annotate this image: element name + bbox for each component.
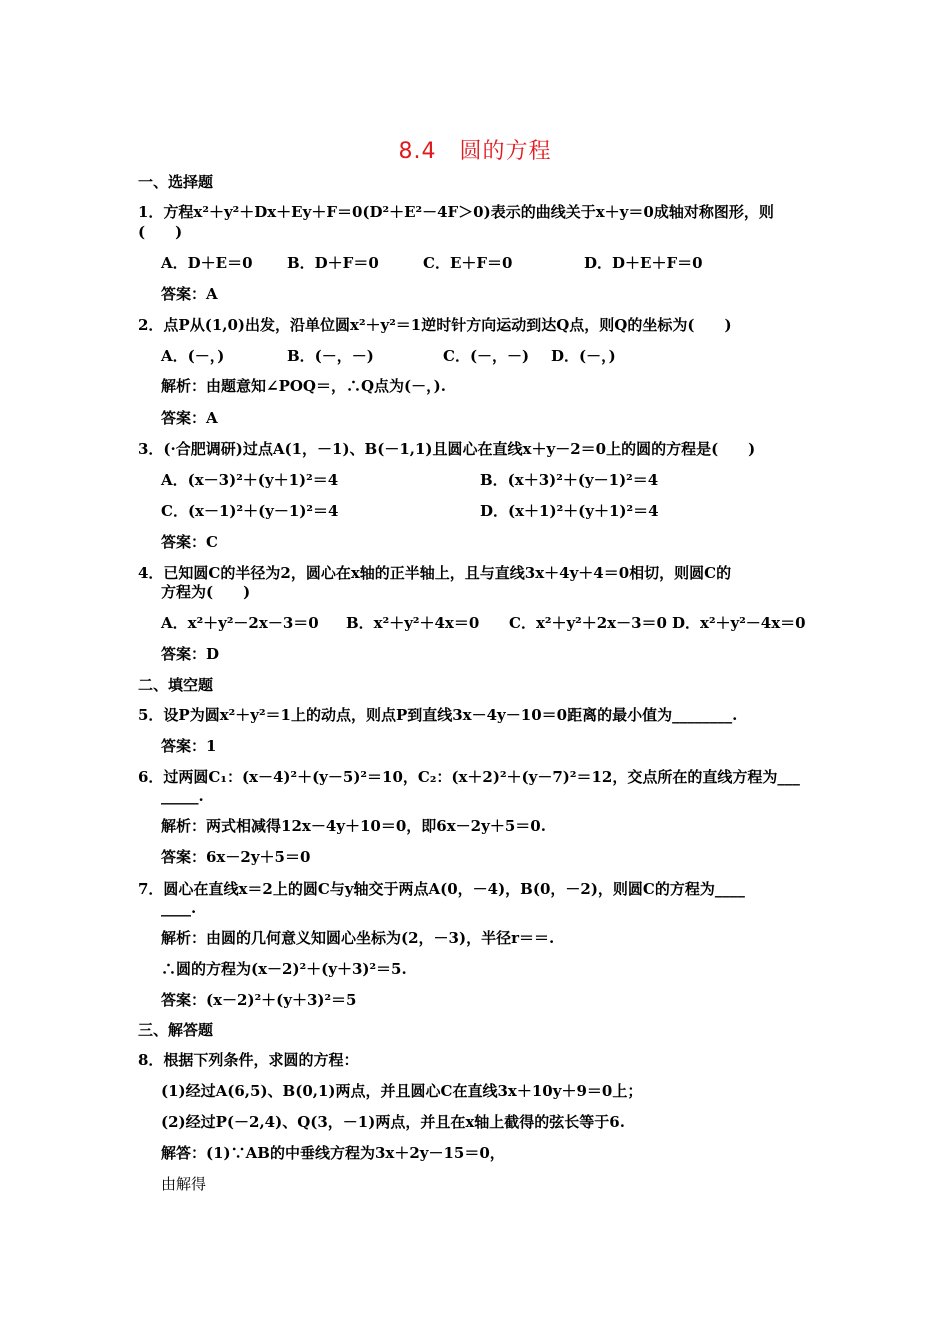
- question-8-stem: 8．根据下列条件，求圆的方程：: [138, 1051, 359, 1069]
- question-2-option-d: D．(－，): [551, 347, 616, 365]
- question-6-stem: 6．过两圆C₁：(x－4)²＋(y－5)²＝10，C₂：(x＋2)²＋(y－7)²＝12，交点所在的直线方程为___: [138, 768, 800, 786]
- question-7-analysis-cont: ∴圆的方程为(x－2)²＋(y＋3)²＝5.: [161, 960, 407, 978]
- section-heading-fill: 二、填空题: [138, 676, 214, 694]
- section-heading-choice: 一、选择题: [138, 173, 214, 191]
- question-3-option-b: B．(x＋3)²＋(y－1)²＝4: [480, 471, 659, 489]
- question-2-option-c: C．(－，－): [443, 347, 530, 365]
- question-1-stem: 1．方程x²＋y²＋Dx＋Ey＋F＝0(D²＋E²－4F＞0)表示的曲线关于x＋y＝0成轴对称图形，则: [138, 203, 774, 221]
- question-7-answer: 答案：(x－2)²＋(y＋3)²＝5: [161, 991, 357, 1009]
- section-heading-solve: 三、解答题: [138, 1021, 214, 1039]
- question-5-answer: 答案：1: [161, 737, 217, 755]
- question-4-answer: 答案：D: [161, 645, 220, 663]
- question-8-part-2: (2)经过P(－2,4)、Q(3，－1)两点，并且在x轴上截得的弦长等于6.: [161, 1113, 625, 1131]
- question-2-analysis: 解析：由题意知∠POQ＝，∴Q点为(－，).: [161, 377, 446, 395]
- question-4-option-b: B．x²＋y²＋4x＝0: [346, 614, 480, 632]
- page-title: 8.4 圆的方程: [398, 139, 552, 164]
- question-8-part-1: (1)经过A(6,5)、B(0,1)两点，并且圆心C在直线3x＋10y＋9＝0上；: [161, 1082, 643, 1100]
- question-8-solution: 解答：(1)∵AB的中垂线方程为3x＋2y－15＝0，: [161, 1144, 505, 1162]
- question-1-option-d: D．D＋E＋F＝0: [584, 254, 703, 272]
- question-1-option-a: A．D＋E＝0: [161, 254, 253, 272]
- question-3-option-a: A．(x－3)²＋(y＋1)²＝4: [161, 471, 339, 489]
- question-4-option-c: C．x²＋y²＋2x－3＝0: [509, 614, 667, 632]
- question-1-answer: 答案：A: [161, 285, 218, 303]
- question-2-option-a: A．(－，): [161, 347, 225, 365]
- question-8-solution-cont: 由解得: [161, 1175, 207, 1193]
- question-7-analysis: 解析：由圆的几何意义知圆心坐标为(2，－3)，半径r＝＝.: [161, 929, 555, 947]
- question-1-bracket: ( ): [138, 223, 183, 241]
- question-7-blank: ____.: [161, 899, 197, 917]
- question-4-option-d: D．x²＋y²－4x＝0: [672, 614, 806, 632]
- question-2-answer: 答案：A: [161, 409, 218, 427]
- question-5-stem: 5．设P为圆x²＋y²＝1上的动点，则点P到直线3x－4y－10＝0距离的最小值为________.: [138, 706, 738, 724]
- question-7-stem: 7．圆心在直线x＝2上的圆C与y轴交于两点A(0，－4)，B(0，－2)，则圆C的方程为____: [138, 880, 745, 898]
- question-6-blank: _____.: [161, 787, 204, 805]
- question-6-answer: 答案：6x－2y＋5＝0: [161, 848, 311, 866]
- question-2-stem: 2．点P从(1,0)出发，沿单位圆x²＋y²＝1逆时针方向运动到达Q点，则Q的坐标为( ): [138, 316, 732, 334]
- question-2-option-b: B．(－，－): [287, 347, 374, 365]
- question-3-answer: 答案：C: [161, 533, 218, 551]
- question-3-option-c: C．(x－1)²＋(y－1)²＝4: [161, 502, 339, 520]
- question-3-stem: 3．(·合肥调研)过点A(1，－1)、B(－1,1)且圆心在直线x＋y－2＝0上的圆的方程是( ): [138, 440, 756, 458]
- question-4-option-a: A．x²＋y²－2x－3＝0: [161, 614, 319, 632]
- question-4-stem: 4．已知圆C的半径为2，圆心在x轴的正半轴上，且与直线3x＋4y＋4＝0相切，则圆C的: [138, 564, 732, 582]
- question-4-stem-cont: 方程为( ): [161, 583, 251, 601]
- question-1-option-b: B．D＋F＝0: [287, 254, 379, 272]
- question-1-option-c: C．E＋F＝0: [423, 254, 513, 272]
- question-3-option-d: D．(x＋1)²＋(y＋1)²＝4: [480, 502, 659, 520]
- question-6-analysis: 解析：两式相减得12x－4y＋10＝0，即6x－2y＋5＝0.: [161, 817, 546, 835]
